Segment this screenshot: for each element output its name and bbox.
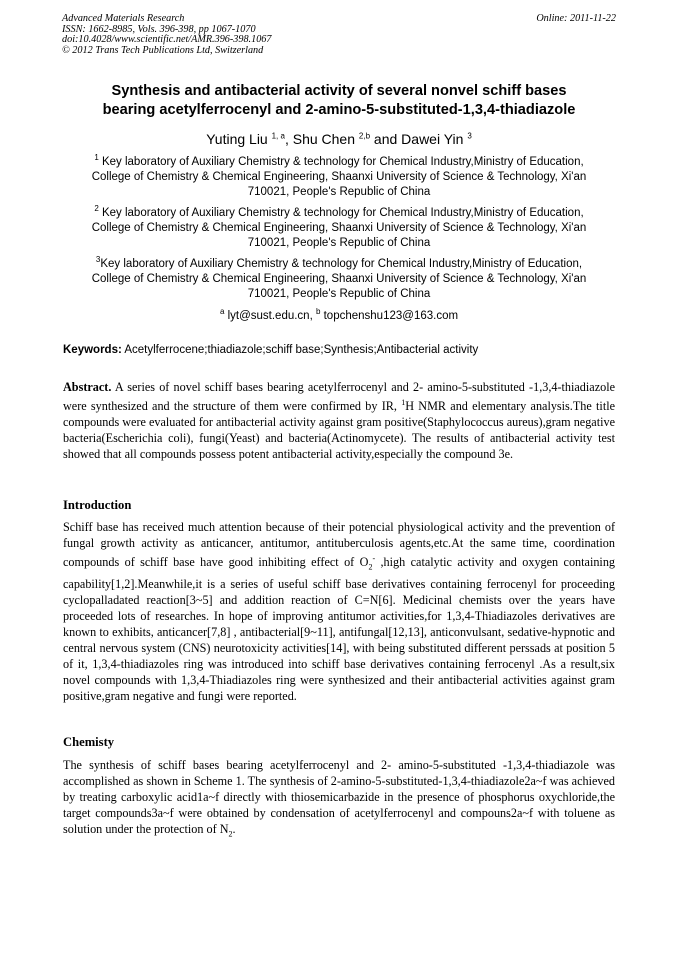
abstract-text: H NMR and elementary analysis.The title compounds were evaluated for antibacterial activity against gram positive(Staphylococcus aureus),gram negative bacteria(Escherichia coli), fungi(Yeast) and bacteria(Actinomycete). The results of antibacterial activity test showed that all compounds possess potent antibacterial activity,especially the compound 3e. bbox=[63, 399, 616, 462]
section-heading-chemistry: Chemisty bbox=[63, 735, 115, 749]
keywords bbox=[63, 343, 615, 358]
affiliation-number: 3 bbox=[95, 255, 101, 265]
keywords-text: Acetylferrocene;thiadiazole;schiff base;Synthesis;Antibacterial activity bbox=[121, 344, 479, 356]
affiliation-line: Key laboratory of Auxiliary Chemistry & technology for Chemical Industry,Ministry of Education, bbox=[98, 156, 584, 168]
journal-header bbox=[62, 14, 616, 56]
affiliation-3 bbox=[56, 257, 622, 302]
author-list bbox=[40, 130, 638, 148]
superscript: 1 bbox=[401, 398, 406, 407]
paragraph-text: The synthesis of schiff bases bearing acetylferrocenyl and 2- amino-5-substituted -1,3,4-thiadiazole was accomplished as shown in Scheme 1. The synthesis of 2-amino-5-substituted-1,3,4-thiadiazole2a~f was achieved by treating carboxylic acid1a~f directly with thiosemicarbazide in the presence of phosphorus oxychloride,the target compounds3a~f were obtained by condensation of acetylferrocenyl and compouns2a~f with toluene as solution under the protection of N bbox=[63, 758, 615, 836]
introduction-paragraph bbox=[63, 519, 615, 704]
author-separator: and bbox=[370, 131, 402, 147]
author-emails bbox=[40, 309, 638, 324]
journal-name: Advanced Materials Research bbox=[62, 13, 185, 24]
affiliation-number: 2 bbox=[94, 204, 99, 214]
copyright-line: © 2012 Trans Tech Publications Ltd, Switzerland bbox=[62, 44, 264, 56]
author-affil-mark: 2,b bbox=[358, 131, 371, 141]
doi-line: doi:10.4028/www.scientific.net/AMR.396-398.1067 bbox=[62, 34, 272, 45]
affiliation-line: 710021, People's Republic of China bbox=[247, 288, 431, 300]
chemistry-paragraph bbox=[63, 757, 615, 842]
email-address[interactable]: topchenshu123@163.com bbox=[320, 310, 459, 322]
subscript: 2 bbox=[228, 829, 233, 839]
affiliation-line: College of Chemistry & Chemical Engineering, Shaanxi University of Science & Technology, Xi'an bbox=[91, 222, 587, 234]
title-line-2: bearing acetylferrocenyl and 2-amino-5-substituted-1,3,4-thiadiazole bbox=[102, 102, 576, 118]
abstract-text: A series of novel schiff bases bearing acetylferrocenyl and 2- amino-5-substituted -1,3,4-thiadiazole were synthesized and the structure of them were confirmed by IR, bbox=[63, 380, 615, 414]
paper-title bbox=[40, 82, 638, 120]
abstract bbox=[63, 379, 615, 462]
author-name: Yuting Liu bbox=[206, 131, 268, 147]
paragraph-text: ,high catalytic activity and oxygen containing capability[1,2].Meanwhile,it is a series of useful schiff base derivatives containing ferrocenyl for proceeding cyclopalladated reaction[3~5] and addition reaction of C=N[6]. Medicinal chemists over the years have proceeded lots of researches. In hope of improving antitumor activities,for 1,3,4-Thiadiazoles derivatives are known to exhibits, anticancer[7,8] , antibacterial[9~11], antifungal[12,13], anticonvulsant, sedative-hypnotic and central nervous system (CNS) neurotoxicity activities[14], with being substituted different perssads at position 5 of it, 1,3,4-thiadiazoles ring was introduced into schiff base derivatives containing ferrocenyl .As a result,six novel compounds with 1,3,4-Thiadiazoles ring were synthesized and their antibacterial activities against gram positive,gram negative and fungi were reported. bbox=[63, 555, 616, 703]
affiliation-number: 1 bbox=[94, 153, 99, 163]
paragraph-text: . bbox=[232, 822, 236, 836]
affiliation-line: College of Chemistry & Chemical Engineering, Shaanxi University of Science & Technology, Xi'an bbox=[91, 273, 587, 285]
author-name: Dawei Yin bbox=[401, 131, 464, 147]
affiliation-line: College of Chemistry & Chemical Engineering, Shaanxi University of Science & Technology, Xi'an bbox=[91, 171, 587, 183]
issn-line: ISSN: 1662-8985, Vols. 396-398, pp 1067-1070 bbox=[62, 23, 256, 35]
affiliation-line: 710021, People's Republic of China bbox=[247, 186, 431, 198]
author-name: Shu Chen bbox=[292, 131, 356, 147]
affiliation-line: 710021, People's Republic of China bbox=[247, 237, 431, 249]
affiliation-line: Key laboratory of Auxiliary Chemistry & technology for Chemical Industry,Ministry of Education, bbox=[98, 207, 584, 219]
affiliation-2 bbox=[56, 206, 622, 251]
title-line-1: Synthesis and antibacterial activity of several nonvel schiff bases bbox=[111, 83, 567, 99]
subscript: 2 bbox=[368, 562, 373, 572]
author-separator: , bbox=[284, 131, 293, 147]
email-mark: b bbox=[315, 307, 321, 317]
online-date: Online: 2011-11-22 bbox=[536, 13, 616, 24]
email-mark: a bbox=[219, 307, 225, 317]
email-address[interactable]: lyt@sust.edu.cn, bbox=[224, 310, 316, 322]
keywords-label: Keywords: bbox=[63, 344, 122, 356]
affiliation-line: Key laboratory of Auxiliary Chemistry & technology for Chemical Industry,Ministry of Education, bbox=[100, 258, 583, 270]
paragraph-text: Schiff base has received much attention because of their potencial physiological activity and the prevention of fungal growth activity as anticancer, antitumor, antituberculosis agents,etc.At the same time, coordination compounds of schiff base have good inhibiting effect of O bbox=[63, 520, 615, 570]
author-affil-mark: 3 bbox=[467, 131, 472, 141]
section-heading-introduction: Introduction bbox=[63, 498, 132, 512]
abstract-label: Abstract. bbox=[63, 380, 112, 394]
affiliation-1 bbox=[56, 155, 622, 200]
author-affil-mark: 1, a bbox=[271, 131, 285, 141]
superscript: - bbox=[372, 554, 376, 563]
